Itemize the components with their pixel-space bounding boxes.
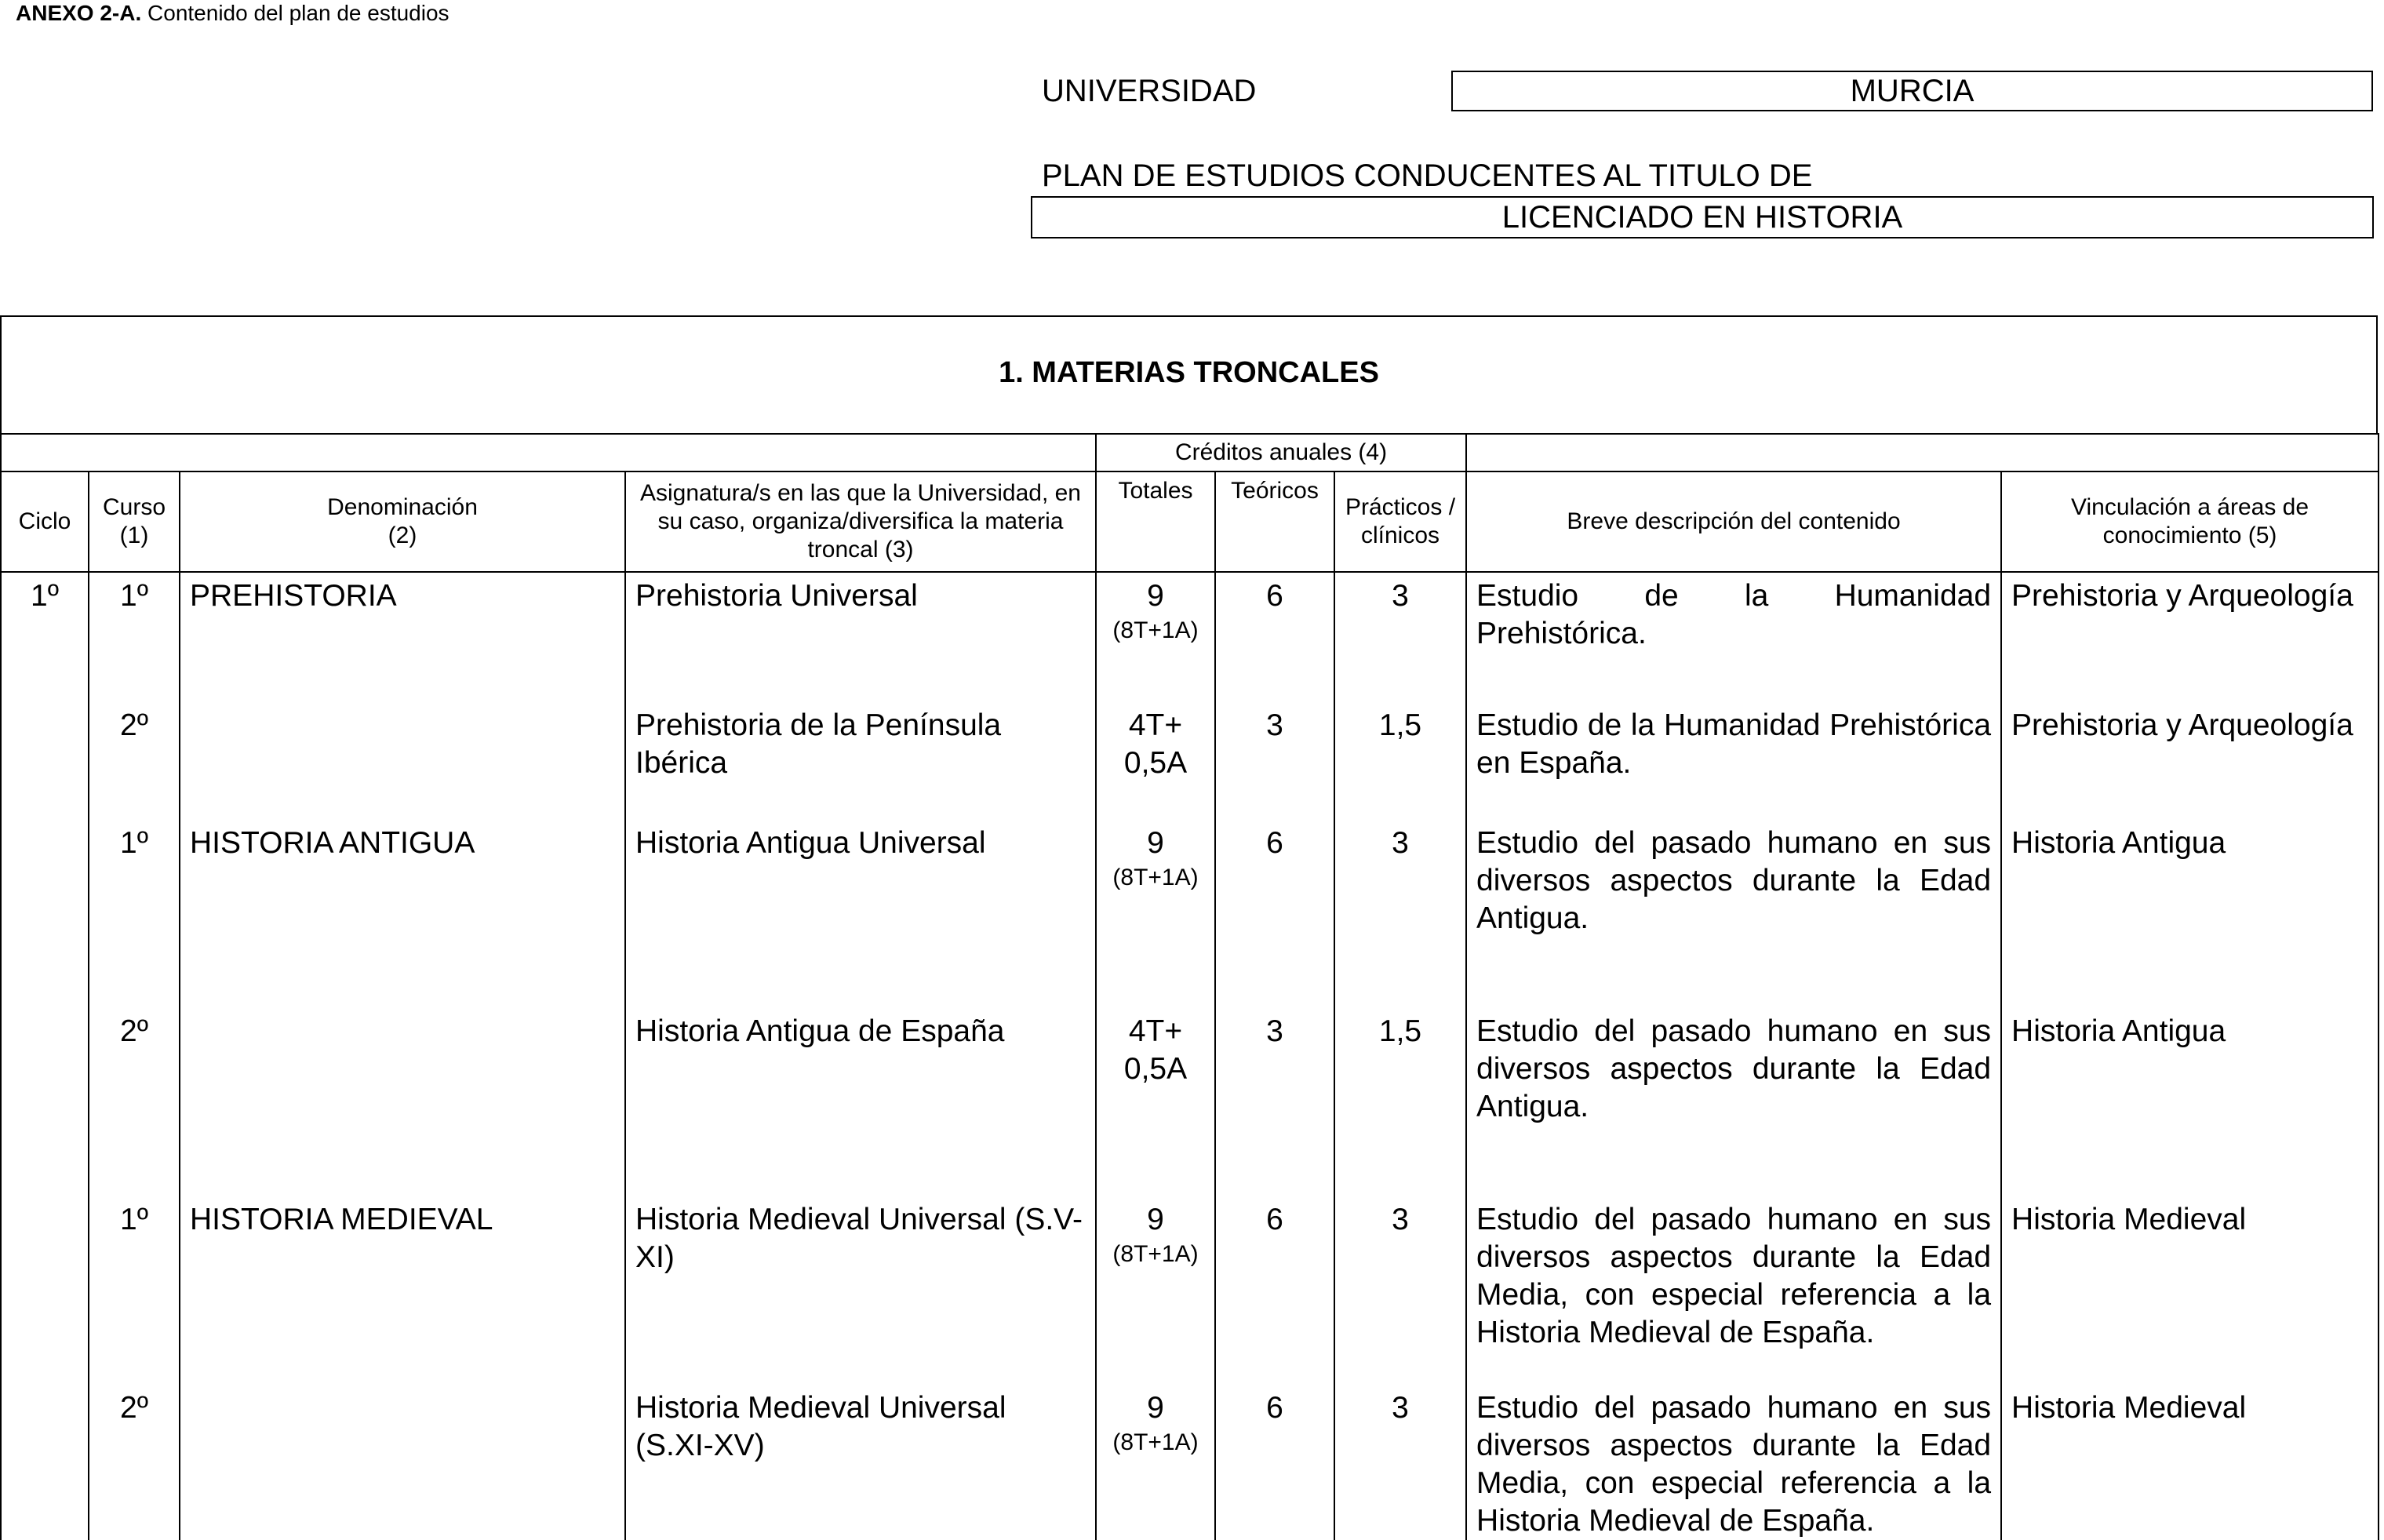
cell-asignatura [625,1385,1096,1540]
cell-curso-text: 2º [120,1014,148,1048]
cell-teoricos-text: 6 [1266,1203,1283,1236]
cell-totales [1096,1385,1215,1540]
table-row [1,820,2379,1008]
header-credits-group: Créditos anuales (4) [1096,434,1466,471]
cell-denominacion-text: PREHISTORIA [190,579,397,613]
cell-asignatura-text: Historia Medieval Universal (S.V-XI) [635,1203,1083,1274]
cell-curso-text: 2º [120,1391,148,1425]
cell-descripcion-text: Estudio del pasado humano en sus diversos aspectos durante la Edad Antigua. [1476,1014,1992,1123]
cell-vinculacion-text: Historia Medieval [2011,1391,2247,1425]
cell-vinculacion-text: Prehistoria y Arqueología [2011,708,2353,742]
cell-totales [1096,820,1215,1008]
cell-totales-text: 9 [1147,1203,1164,1236]
cell-practicos [1334,572,1466,702]
header-vinculacion: Vinculación a áreas de conocimiento (5) [2001,471,2379,572]
table-row [1,1008,2379,1196]
cell-practicos-text: 1,5 [1378,708,1422,742]
cell-curso-text: 1º [120,826,148,860]
cell-curso-text: 2º [120,708,148,742]
header-blank-left [1,434,1096,471]
cell-vinculacion-text: Prehistoria y Arqueología [2011,579,2353,613]
table-row [1,702,2379,820]
cell-teoricos [1215,1385,1334,1540]
cell-totales [1096,1196,1215,1385]
header-ciclo: Ciclo [1,471,89,572]
table-row [1,1385,2379,1540]
section-header [0,315,2378,435]
cell-totales-note: (8T+1A) [1112,617,1199,643]
cell-vinculacion-text: Historia Antigua [2011,1014,2226,1048]
cell-asignatura-text: Historia Medieval Universal (S.XI-XV) [635,1391,1006,1462]
cell-ciclo-text: 1º [31,579,59,613]
cell-teoricos [1215,702,1334,820]
cell-practicos-text: 3 [1392,826,1409,860]
cell-denominacion [180,1385,625,1540]
cell-curso [89,1385,180,1540]
cell-practicos-text: 3 [1392,1203,1409,1236]
cell-asignatura [625,820,1096,1008]
cell-totales-note: (8T+1A) [1112,865,1199,890]
cell-asignatura-text: Historia Antigua Universal [635,826,986,860]
cell-descripcion [1466,820,2001,1008]
cell-totales-text: 9 [1147,1391,1164,1425]
degree-title: LICENCIADO EN HISTORIA [1031,196,2374,238]
cell-curso-text: 1º [120,1203,148,1236]
cell-descripcion-text: Estudio del pasado humano en sus diversos aspectos durante la Edad Media, con especial referencia a la Historia Medieval de España. [1476,1203,1992,1349]
cell-teoricos [1215,1196,1334,1385]
cell-vinculacion [2001,1196,2379,1385]
cell-ciclo [1,702,89,820]
header-curso [89,471,180,572]
cell-descripcion [1466,1385,2001,1540]
cell-curso-text: 1º [120,579,148,613]
cell-vinculacion [2001,702,2379,820]
cell-totales-note: (8T+1A) [1112,1429,1199,1455]
header-totales: Totales [1096,471,1215,572]
section-title: 1. MATERIAS TRONCALES [999,356,1379,389]
cell-vinculacion-text: Historia Medieval [2011,1203,2247,1236]
cell-totales-text: 4T+ 0,5A [1123,1014,1188,1086]
cell-curso [89,702,180,820]
cell-ciclo [1,1385,89,1540]
cell-denominacion-text: HISTORIA MEDIEVAL [190,1203,493,1236]
cell-descripcion-text: Estudio de la Humanidad Prehistórica en España. [1476,708,1992,780]
header-practicos: Prácticos / clínicos [1334,471,1466,572]
cell-practicos [1334,1008,1466,1196]
annex-text: Contenido del plan de estudios [141,1,450,25]
cell-teoricos-text: 6 [1266,826,1283,860]
header-denominacion-label: Denominación [327,494,478,520]
cell-denominacion [180,1196,625,1385]
cell-practicos-text: 3 [1392,1391,1409,1425]
cell-asignatura [625,1196,1096,1385]
cell-descripcion [1466,1008,2001,1196]
header-teoricos: Teóricos [1215,471,1334,572]
header-asignatura: Asignatura/s en las que la Universidad, en su caso, organiza/diversifica la materia troncal (3) [625,471,1096,572]
cell-vinculacion [2001,1008,2379,1196]
cell-asignatura [625,572,1096,702]
cell-ciclo [1,820,89,1008]
header-curso-note: (1) [119,522,149,548]
cell-teoricos-text: 3 [1266,1014,1283,1048]
cell-totales [1096,702,1215,820]
cell-practicos [1334,820,1466,1008]
cell-asignatura [625,702,1096,820]
cell-totales [1096,1008,1215,1196]
cell-vinculacion [2001,572,2379,702]
cell-denominacion-text: HISTORIA ANTIGUA [190,826,475,860]
university-value: MURCIA [1451,71,2373,111]
cell-teoricos-text: 6 [1266,579,1283,613]
cell-practicos [1334,702,1466,820]
cell-teoricos [1215,572,1334,702]
cell-descripcion-text: Estudio del pasado humano en sus diversos aspectos durante la Edad Media, con especial referencia a la Historia Medieval de España. [1476,1391,1992,1538]
table-row [1,1196,2379,1385]
cell-vinculacion-text: Historia Antigua [2011,826,2226,860]
cell-totales-text: 9 [1147,579,1164,613]
cell-practicos-text: 1,5 [1378,1014,1422,1048]
cell-descripcion [1466,1196,2001,1385]
plan-label: PLAN DE ESTUDIOS CONDUCENTES AL TITULO DE [1042,158,1813,193]
cell-descripcion-text: Estudio del pasado humano en sus diversos aspectos durante la Edad Antigua. [1476,826,1992,935]
cell-denominacion [180,820,625,1008]
cell-curso [89,820,180,1008]
cell-denominacion [180,1008,625,1196]
header-blank-right [1466,434,2379,471]
annex-heading [16,0,450,27]
cell-practicos [1334,1385,1466,1540]
cell-teoricos [1215,1008,1334,1196]
cell-curso [89,1008,180,1196]
cell-practicos-text: 3 [1392,579,1409,613]
cell-teoricos [1215,820,1334,1008]
cell-teoricos-text: 6 [1266,1391,1283,1425]
header-denominacion-note: (2) [388,522,417,548]
header-curso-label: Curso [102,494,166,520]
cell-totales-text: 4T+ 0,5A [1123,708,1188,780]
header-descripcion: Breve descripción del contenido [1466,471,2001,572]
annex-label: ANEXO 2-A. [16,1,142,25]
cell-teoricos-text: 3 [1266,708,1283,742]
cell-descripcion [1466,572,2001,702]
cell-asignatura [625,1008,1096,1196]
cell-practicos [1334,1196,1466,1385]
cell-ciclo [1,1196,89,1385]
cell-curso [89,572,180,702]
cell-asignatura-text: Historia Antigua de España [635,1014,1005,1048]
subjects-table [0,433,2379,1540]
cell-totales-text: 9 [1147,826,1164,860]
university-label: UNIVERSIDAD [1042,74,1257,108]
cell-vinculacion [2001,820,2379,1008]
table-body [1,572,2379,1540]
cell-totales [1096,572,1215,702]
table-row [1,572,2379,702]
cell-asignatura-text: Prehistoria de la Península Ibérica [635,708,1002,780]
cell-ciclo [1,1008,89,1196]
cell-curso [89,1196,180,1385]
cell-denominacion [180,702,625,820]
header-denominacion [180,471,625,572]
cell-totales-note: (8T+1A) [1112,1241,1199,1267]
cell-descripcion-text: Estudio de la Humanidad Prehistórica. [1476,579,1992,650]
cell-denominacion [180,572,625,702]
cell-descripcion [1466,702,2001,820]
cell-vinculacion [2001,1385,2379,1540]
cell-ciclo [1,572,89,702]
cell-asignatura-text: Prehistoria Universal [635,579,918,613]
